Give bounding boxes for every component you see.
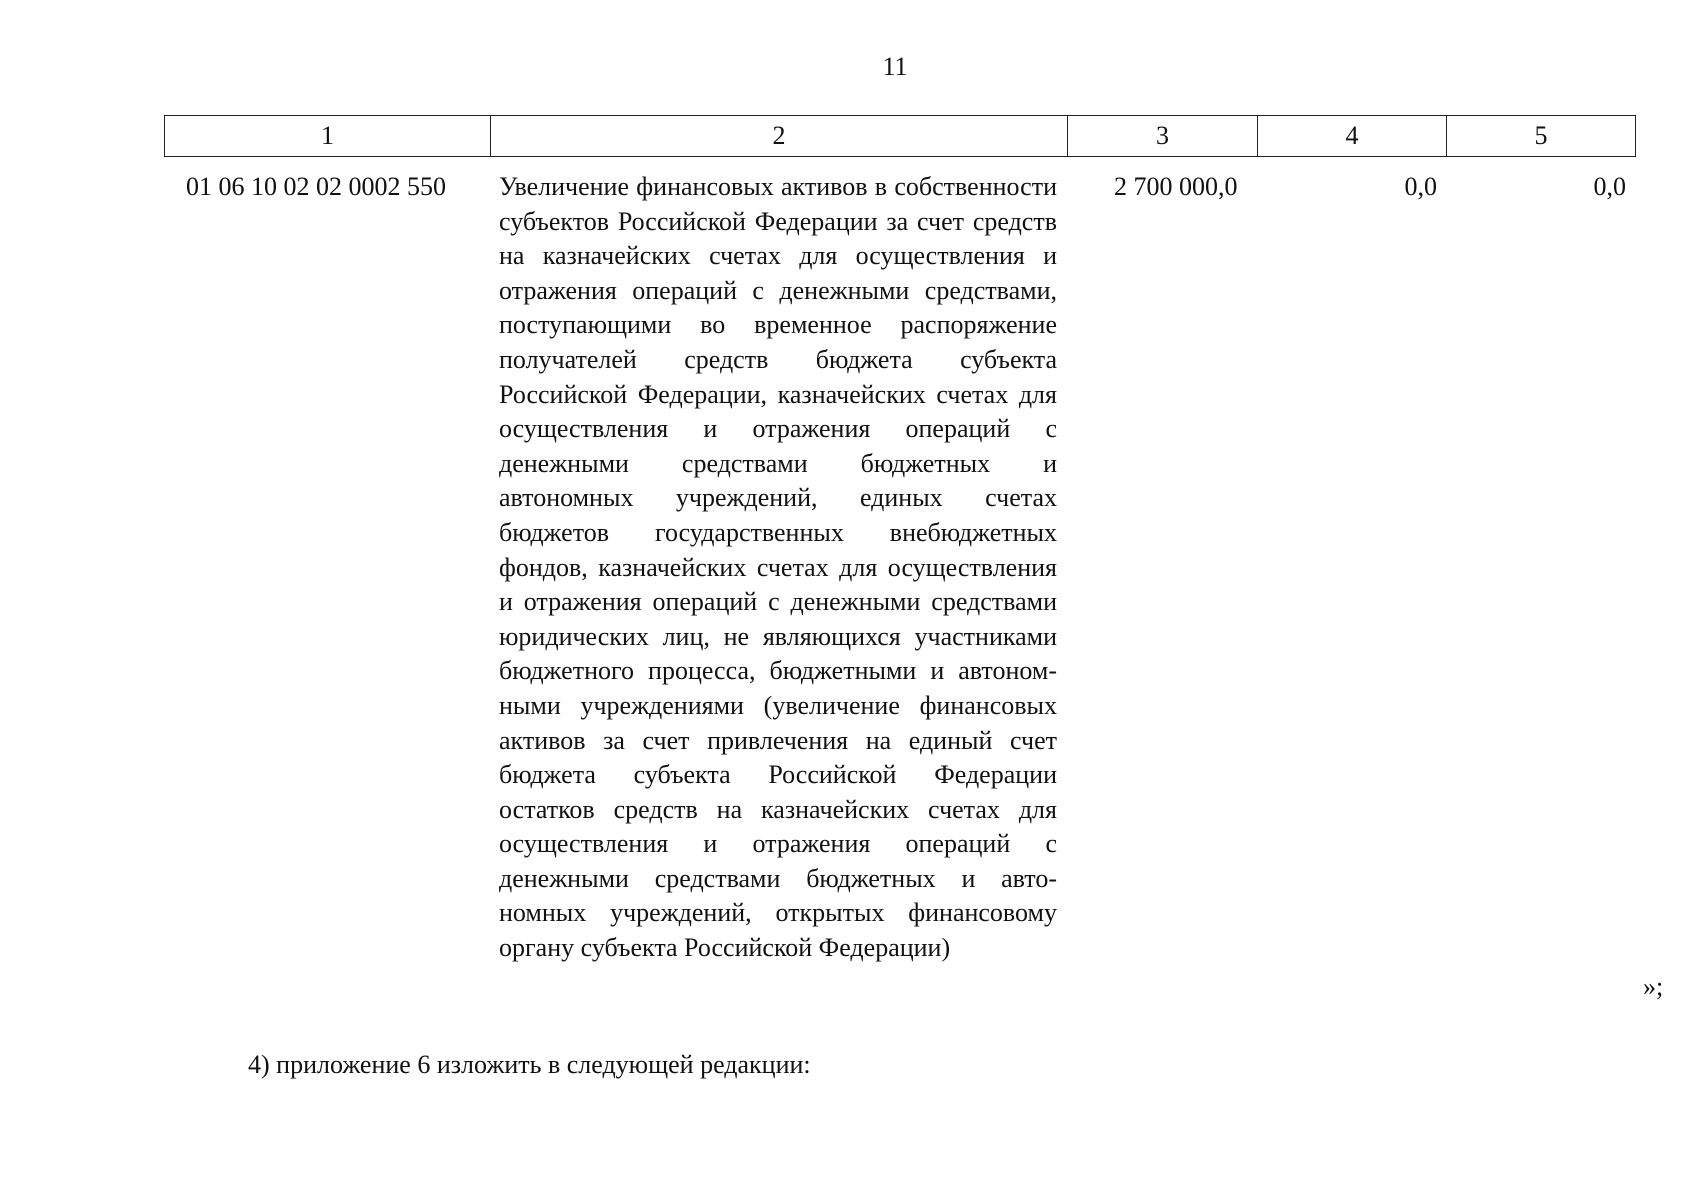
amount-col-4: 0,0 bbox=[1404, 172, 1437, 201]
table-header-col-4: 4 bbox=[1258, 116, 1447, 156]
table-header-col-5: 5 bbox=[1534, 121, 1548, 150]
table-header-row bbox=[164, 115, 1636, 157]
page-number: 11 bbox=[882, 52, 908, 81]
amount-col-3: 2 700 000,0 bbox=[1114, 172, 1238, 201]
budget-classification-code: 01 06 10 02 02 0002 550 bbox=[186, 172, 446, 201]
amount-col-5: 0,0 bbox=[1593, 172, 1626, 201]
amendment-paragraph: 4) приложение 6 изложить в следующей редакции: bbox=[248, 1050, 811, 1079]
row-description: Увеличение финансовых активов в собственности субъектов Российской Федерации за счет средств на казначейских счетах для осуществления и отражения операций с денежными средствами, поступающими во временное распоряжение получателей средств бюджета субъекта Российской Федерации, казначейских счетах для осуществления и отражения операций с денежными средствами бюджетных и автономных учреждений, единых счетах бюджетов государственных внебюджетных фондов, казначейских счетах для осуществления и отражения операций с денежными средствами юридических лиц, не являющихся участниками бюджетного процесса, бюджетными и автономными учреждениями (увеличение финансовых активов за счет привлечения на единый счет бюджета субъекта Российской Федерации остатков средств на казначейских счетах для осуществления и отражения операций с денежными средствами бюджетных и автономных учреждений, открытых финансовому органу субъекта Российской Федерации) bbox=[499, 172, 1057, 963]
closing-quote: »; bbox=[1643, 972, 1664, 1001]
table-header-col-2: 2 bbox=[491, 116, 1068, 156]
table-header-col-1: 1 bbox=[165, 116, 491, 156]
table-header-col-3: 3 bbox=[1068, 116, 1258, 156]
